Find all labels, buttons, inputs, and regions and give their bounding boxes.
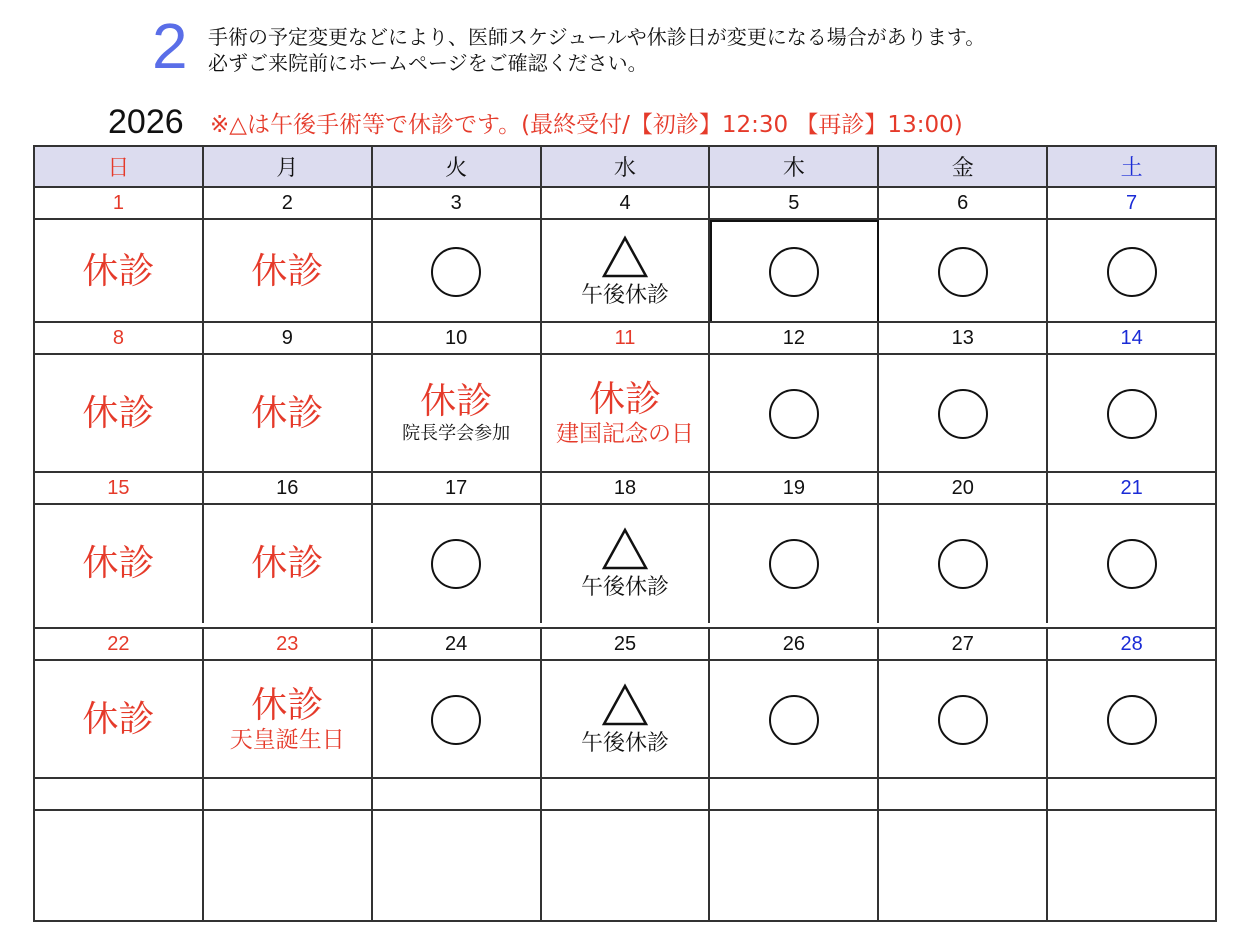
closed-label: 休診: [82, 250, 155, 292]
date-number: 13: [879, 323, 1048, 353]
closed-label: 休診: [82, 543, 155, 584]
date-number: 5: [710, 188, 879, 218]
open-circle-icon: [938, 695, 988, 745]
pm-closed-triangle-icon: [601, 235, 649, 279]
date-number: 27: [879, 629, 1048, 659]
day-status-cell: [35, 505, 204, 623]
date-number: 22: [35, 629, 204, 659]
day-status-cell: [35, 355, 204, 473]
open-circle-icon: [938, 247, 988, 297]
closed-label: 休診: [589, 379, 662, 420]
open-circle-icon: [1107, 695, 1157, 745]
day-status-cell: [1048, 661, 1215, 779]
schedule-notice: [208, 24, 985, 76]
date-number: 10: [373, 323, 542, 353]
date-number: 1: [35, 188, 204, 218]
status-row: [35, 218, 1215, 323]
day-status-cell: [373, 505, 542, 623]
day-status-cell: [204, 661, 373, 779]
closed-label: 休診: [82, 699, 155, 740]
closed-label: 休診: [251, 543, 324, 584]
closed-label: 休診: [251, 393, 324, 434]
day-status-cell: [204, 355, 373, 473]
empty-cell: [879, 811, 1048, 922]
month-number: 2: [152, 10, 188, 82]
date-number: 20: [879, 473, 1048, 503]
open-circle-icon: [769, 539, 819, 589]
day-status-cell: [204, 505, 373, 623]
date-number: 11: [542, 323, 711, 353]
closed-label: 休診: [420, 381, 493, 422]
date-number: 6: [879, 188, 1048, 218]
date-number: 17: [373, 473, 542, 503]
day-status-cell: [710, 661, 879, 779]
week-row: [35, 471, 1215, 623]
empty-cell: [542, 779, 711, 809]
day-status-cell: [1048, 355, 1215, 473]
empty-row: [35, 809, 1215, 922]
open-circle-icon: [769, 389, 819, 439]
open-circle-icon: [431, 539, 481, 589]
day-note: 天皇誕生日: [229, 727, 345, 753]
weekday-mon: 月: [204, 147, 373, 186]
day-status-cell: [35, 661, 204, 779]
weekday-fri: 金: [879, 147, 1048, 186]
day-status-cell: [1048, 220, 1215, 323]
status-row: [35, 353, 1215, 473]
open-circle-icon: [938, 539, 988, 589]
date-number: 21: [1120, 476, 1143, 499]
empty-cell: [373, 811, 542, 922]
pm-closed-triangle-icon: [601, 683, 649, 727]
open-circle-icon: [1107, 247, 1157, 297]
day-note: 院長学会参加: [402, 423, 511, 444]
weekday-sat: 土: [1120, 156, 1143, 181]
pm-closed-label: 午後休診: [581, 282, 670, 308]
week-row: [35, 627, 1215, 779]
empty-cell: [1048, 811, 1215, 922]
status-row: [35, 503, 1215, 623]
empty-cell: [542, 811, 711, 922]
date-number: 18: [542, 473, 711, 503]
empty-cell: [710, 779, 879, 809]
day-note: 建国記念の日: [556, 421, 694, 447]
day-status-cell: [710, 220, 879, 323]
open-circle-icon: [769, 695, 819, 745]
day-status-cell: [35, 220, 204, 323]
notice-line-2: 必ずご来院前にホームページをご確認ください。: [208, 51, 648, 75]
day-status-cell: [542, 661, 711, 779]
year-label: 2026: [108, 103, 184, 141]
empty-cell: [710, 811, 879, 922]
page-header: [152, 10, 1232, 88]
pm-closed-label: 午後休診: [581, 731, 670, 756]
date-number: 16: [204, 473, 373, 503]
day-status-cell: [710, 355, 879, 473]
empty-week-block: [35, 777, 1215, 922]
date-number-row: [35, 627, 1215, 659]
pm-closed-label: 午後休診: [581, 575, 670, 600]
empty-cell: [879, 779, 1048, 809]
day-status-cell: [542, 355, 711, 473]
open-circle-icon: [1107, 389, 1157, 439]
weekday-thu: 木: [710, 147, 879, 186]
day-status-cell: [710, 505, 879, 623]
open-circle-icon: [769, 247, 819, 297]
empty-cell: [204, 811, 373, 922]
open-circle-icon: [431, 247, 481, 297]
day-status-cell: [879, 505, 1048, 623]
date-number: 15: [35, 473, 204, 503]
date-number-row: [35, 186, 1215, 218]
date-number: 26: [710, 629, 879, 659]
date-number: 25: [542, 629, 711, 659]
weekday-sun: 日: [35, 147, 204, 186]
day-status-cell: [373, 220, 542, 323]
week-row: [35, 186, 1215, 323]
date-number-row: [35, 321, 1215, 353]
date-number: 28: [1120, 632, 1143, 655]
empty-cell: [35, 779, 204, 809]
date-number: 24: [373, 629, 542, 659]
weekday-wed: 水: [542, 147, 711, 186]
status-row: [35, 659, 1215, 779]
empty-row: [35, 777, 1215, 809]
date-number: 14: [1120, 326, 1143, 349]
week-row: [35, 321, 1215, 473]
day-status-cell: [1048, 505, 1215, 623]
date-number: 3: [373, 188, 542, 218]
weekday-tue: 火: [373, 147, 542, 186]
date-number: 2: [204, 188, 373, 218]
date-number: 7: [1126, 191, 1138, 214]
day-status-cell: [204, 220, 373, 323]
notice-line-1: 手術の予定変更などにより、医師スケジュールや休診日が変更になる場合があります。: [208, 25, 986, 49]
open-circle-icon: [938, 389, 988, 439]
empty-cell: [373, 779, 542, 809]
reception-note: ※△は午後手術等で休診です。(最終受付/【初診】12:30 【再診】13:00): [210, 112, 963, 138]
date-number: 19: [710, 473, 879, 503]
day-status-cell: [373, 355, 542, 473]
closed-label: 休診: [251, 685, 324, 726]
calendar-grid: [33, 145, 1217, 922]
pm-closed-triangle-icon: [601, 527, 649, 571]
date-number: 23: [204, 629, 373, 659]
day-status-cell: [373, 661, 542, 779]
date-number: 12: [710, 323, 879, 353]
day-status-cell: [542, 505, 711, 623]
day-status-cell: [879, 355, 1048, 473]
calendar-subheader: [108, 102, 1228, 142]
day-status-cell: [542, 220, 711, 323]
closed-label: 休診: [251, 250, 324, 292]
date-number-row: [35, 471, 1215, 503]
day-status-cell: [879, 220, 1048, 323]
date-number: 9: [204, 323, 373, 353]
closed-label: 休診: [82, 393, 155, 434]
weekday-header-row: [35, 147, 1215, 186]
date-number: 8: [35, 323, 204, 353]
empty-cell: [204, 779, 373, 809]
open-circle-icon: [431, 695, 481, 745]
date-number: 4: [542, 188, 711, 218]
day-status-cell: [879, 661, 1048, 779]
open-circle-icon: [1107, 539, 1157, 589]
empty-cell: [1048, 779, 1215, 809]
empty-cell: [35, 811, 204, 922]
